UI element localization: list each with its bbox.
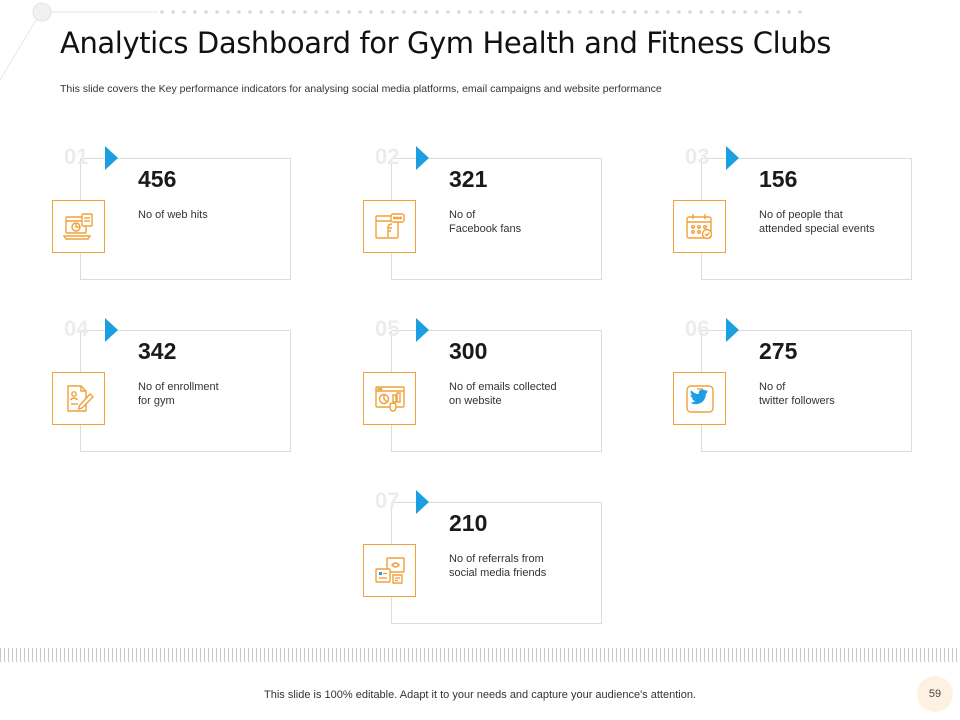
twitter-icon: [673, 372, 726, 425]
enrollment-form-icon: [52, 372, 105, 425]
kpi-card-special-events: [673, 146, 923, 281]
footer-stripe: [0, 648, 960, 662]
arrow-right-icon: [416, 490, 429, 514]
kpi-label: No of Facebook fans: [449, 209, 522, 235]
card-number: 07: [375, 488, 400, 513]
card-number: 03: [685, 144, 710, 169]
kpi-card-facebook-fans: [363, 146, 613, 281]
kpi-label: No of twitter followers: [759, 381, 835, 407]
social-referral-icon: [363, 544, 416, 597]
card-number: 05: [375, 316, 400, 341]
kpi-value: 342: [138, 338, 177, 364]
kpi-card-web-hits: [52, 146, 302, 281]
page-title: Analytics Dashboard for Gym Health and Fitness Clubs: [60, 26, 831, 60]
facebook-icon: [363, 200, 416, 253]
card-number: 04: [64, 316, 89, 341]
kpi-label: No of referrals from social media friends: [449, 553, 547, 579]
page-subtitle: This slide covers the Key performance indicators for analysing social media platforms, email campaigns and website performance: [60, 83, 662, 95]
kpi-card-enrollment: [52, 318, 302, 453]
arrow-right-icon: [726, 318, 739, 342]
card-number: 06: [685, 316, 710, 341]
kpi-value: 156: [759, 166, 798, 192]
calendar-icon: [673, 200, 726, 253]
kpi-value: 275: [759, 338, 798, 364]
kpi-label: No of people that attended special events: [759, 209, 875, 235]
kpi-label: No of enrollment for gym: [138, 381, 219, 407]
arrow-right-icon: [105, 146, 118, 170]
arrow-right-icon: [416, 318, 429, 342]
card-number: 02: [375, 144, 400, 169]
kpi-card-social-referrals: [363, 490, 613, 625]
card-number: 01: [64, 144, 89, 169]
kpi-value: 210: [449, 510, 488, 536]
kpi-card-emails-collected: [363, 318, 613, 453]
web-analytics-icon: [52, 200, 105, 253]
arrow-right-icon: [416, 146, 429, 170]
kpi-value: 300: [449, 338, 488, 364]
website-email-icon: [363, 372, 416, 425]
kpi-card-twitter-followers: [673, 318, 923, 453]
kpi-label: No of emails collected on website: [449, 381, 557, 407]
footer-note: This slide is 100% editable. Adapt it to your needs and capture your audience's attention.: [264, 689, 696, 701]
kpi-label: No of web hits: [138, 209, 208, 221]
page-number-badge: 59: [917, 676, 953, 712]
arrow-right-icon: [105, 318, 118, 342]
kpi-value: 321: [449, 166, 488, 192]
kpi-value: 456: [138, 166, 177, 192]
arrow-right-icon: [726, 146, 739, 170]
